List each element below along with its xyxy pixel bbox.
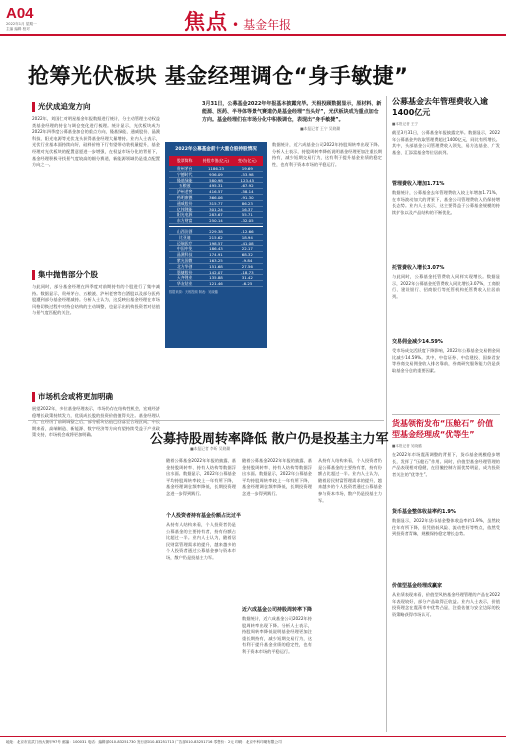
footer: 地址：北京市宣武门西大街甲97号 邮编：100031 电话：编辑部010-83251730 发行部010-83251713 广告部010-83251716 零售价：2元 印刷：北京中科印刷有限公司: [0, 736, 506, 750]
right-byline-2: ■本报记者 吴晓璐: [392, 444, 422, 448]
table-cell: 55.71: [241, 212, 253, 218]
table-cell: 68.32: [241, 252, 253, 258]
table-cell: 比亚迪: [178, 234, 191, 240]
left-text-2: 与此同时，部分基金经理在四季度对前期持有的个股进行了集中减持。数据显示，贵州茅台、五粮液、泸州老窖等白酒股以及部分医药股遭到部分基金经理减持。分析人士认为，这反映出基金经理在市场风格切换过程中对持仓结构的主动调整，也显示出机构投资者对估值与景气度匹配的关注。: [32, 284, 160, 316]
table-cell: 121.46: [209, 281, 223, 287]
table-cell: 123.45: [240, 177, 255, 183]
table-cell: 阳光电源: [176, 212, 193, 218]
table-cell: 229.38: [209, 228, 223, 234]
main-headline: 抢筹光伏板块 基金经理调仓“身手敏捷”: [28, 64, 409, 88]
table-cell: 华友钴业: [176, 281, 193, 287]
table-body-2: [165, 229, 267, 287]
section-divider: [28, 420, 384, 421]
section-name: 焦点: [184, 10, 228, 34]
right-text-1: 截至3月31日，公募基金年报披露完毕。数据显示，2022年公募基金共收取管理费超过1400亿元，同比有所增长。其中，头部基金公司管理费收入领先，易方达基金、广发基金、汇添富基金等位居前列。: [392, 130, 500, 155]
table-cell: 宁德时代: [176, 171, 193, 177]
table-cell: 天齐锂业: [176, 275, 193, 281]
center-text: 数据统计，近六成基金公司2022年持股周转率出现下降。分析人士表示，持股周转率降低说明基金经理更加注重长期持有，减少短期交易行为，这有利于提升基金业绩的稳定性，也有利于资本市场的平稳运行。: [272, 142, 382, 167]
table-cell: -12.66: [241, 228, 254, 234]
table-cell: 250.14: [209, 218, 223, 224]
masthead-meta: [6, 22, 37, 32]
table-cell: 16.37: [241, 206, 253, 212]
table-row: [169, 281, 263, 287]
table-cell: 五粮液: [178, 183, 191, 189]
lede-byline: ■本报记者 王宁 吴晓璐: [300, 126, 341, 131]
table-cell: 198.57: [209, 240, 223, 246]
left-subhead-1: 光伏成追宠方向: [32, 102, 91, 112]
table-cell: 31.42: [241, 275, 253, 281]
meta-line-date: 2022年1月 星期一: [6, 22, 37, 26]
table-title: 2022年公募基金前十大重仓股持股情况: [175, 147, 257, 152]
table-cell: 301.24: [209, 206, 223, 212]
right-text-5: 在2022年市场震荡调整的背景下，货币基金规模稳步增长，发挥了“压舱石”作用。同时，价值型基金经理管理的产品表现相对稳健，在回撤控制方面优势明显，成为投资者关注的“优等生”。: [392, 452, 500, 477]
table-cell: 151.68: [209, 263, 223, 269]
table-cell: -32.05: [241, 218, 254, 224]
table-cell: 86.23: [241, 200, 253, 206]
meta-line-editors: 主编 编辑 校对: [6, 27, 30, 31]
section-subtitle: 基金年报: [243, 18, 292, 32]
right-subhead-2: 托管费收入增长3.07%: [392, 265, 445, 271]
right-text-3: 与此同时，公募基金托管费收入同样实现增长。数据显示，2022年公募基金托管费收入同比增长3.07%，工商银行、建设银行、招商银行等托管机构托管费收入位居前列。: [392, 274, 500, 299]
table-cell: -67.92: [241, 183, 254, 189]
left-text-1: 2022年，刘国仁对明星基金年报数据进行统计，分主动管理主动权益类基金经理的持仓与调仓变化进行梳理。统计显示，光伏板块成为2022年四季度公募基金加仓的重点方向，隆基绿能、通威股份、晶澳科技、阳光电源等光伏龙头获得基金经理大量增持。业内人士表示，光伏行业基本面持续向好，硅料价格下行有望带动装机量提升，基金经理对光伏板块的配置意愿进一步增强，在权益市场分化的背景下，基金经理积极寻找景气度较高的细分赛道，新能源领域仍是重点配置方向之一。: [32, 116, 160, 168]
table-header-cell: 变动(亿元): [238, 158, 257, 163]
table-cell: 恩捷股份: [176, 269, 193, 275]
section-dot-icon: •: [232, 18, 240, 32]
middle-subhead-2: 近六成基金公司持股周转率下降: [242, 607, 313, 613]
right-subhead-3: 交易佣金减少14.59%: [392, 339, 443, 345]
right-text-2: 数据统计，公募基金去年管理费收入较上年增加1.71%，在市场波动加大的背景下，基金公司管理费收入仍保持增长态势。业内人士表示，这主要得益于公募基金规模的持续扩张以及产品结构的不断优化。: [392, 190, 500, 215]
table-cell: 366.06: [209, 194, 223, 200]
right-headline-2: 货基领衔发布“压舱石” 价值型基金经理成“优等生”: [392, 419, 494, 439]
right-text-6: 数据显示，2022年货币基金整体收益率约1.9%，虽然较往年有所下降，但凭借低风险、流动性好等特点，依然受到投资者青睐，规模保持稳定增长态势。: [392, 518, 500, 537]
table-cell: 186.43: [209, 246, 223, 252]
table-cell: 通威股份: [176, 200, 193, 206]
table-cell: 迈瑞医疗: [176, 240, 193, 246]
table-cell: 亿纬锂能: [176, 206, 193, 212]
table-header: [169, 156, 263, 166]
middle-text-5: 从持有人结构来看，个人投资者仍是公募基金的主要持有者，持有份额占比超过一半。业内人士认为，随着居民财富管理需求的提升，越来越多的个人投资者通过公募基金参与资本市场，散户仍是投基主力军。: [318, 458, 382, 503]
table-body-1: [165, 166, 267, 224]
middle-headline: 公募持股周转率降低 散户仍是投基主力军: [150, 432, 389, 447]
middle-byline: ■本报记者 李昕 吴晓璐: [190, 446, 231, 451]
table-cell: 135.88: [209, 275, 223, 281]
middle-subhead-1: 个人投资者持有基金份额占比过半: [166, 513, 242, 519]
table-cell: 隆基绿能: [176, 177, 193, 183]
table-header-cell: 持股市值(亿元): [202, 158, 230, 163]
table-cell: 紫光国微: [176, 257, 193, 263]
right-text-7: 从业绩表现来看，价值型风格基金经理管理的产品在2022年表现较好，部分产品取得正收益。业内人士表示，价值投资理念在震荡市中优势凸显，注重估值与安全边际的投资策略获得市场认可。: [392, 592, 500, 617]
middle-text-2: 从持有人结构来看，个人投资者仍是公募基金的主要持有者，持有份额占比超过一半。业内人士认为，随着居民财富管理需求的提升，越来越多的个人投资者通过公募基金参与资本市场，散户仍是投基主力军。: [166, 522, 236, 560]
table-cell: 580.98: [209, 177, 223, 183]
table-cell: 174.91: [209, 252, 223, 258]
table-cell: -58.14: [241, 189, 254, 195]
table-cell: 163.25: [209, 257, 223, 263]
table-cell: 283.67: [209, 212, 223, 218]
left-subhead-3: 市场机会或将更加明确: [32, 392, 113, 402]
right-byline-1: ■本报记者 王宁: [392, 122, 419, 126]
masthead: [0, 0, 506, 34]
table-cell: -18.73: [241, 269, 254, 275]
table-cell: -41.08: [241, 240, 254, 246]
right-subhead-5: 价值型基金经理成赢家: [392, 583, 443, 589]
table-row: [169, 218, 263, 224]
table-cell: 贵州茅台: [176, 166, 193, 171]
table-cell: 晶澳科技: [176, 252, 193, 258]
table-header-cell: 股票简称: [176, 158, 193, 163]
table-cell: 山西汾酒: [176, 228, 193, 234]
column-divider: [386, 96, 387, 732]
right-headline-1: 公募基金去年管理费收入逾1400亿元: [392, 97, 488, 117]
holdings-table: [165, 142, 267, 348]
right-subhead-4: 货币基金整体收益率约1.9%: [392, 509, 456, 515]
header-divider: [0, 34, 506, 36]
table-cell: -9.84: [242, 257, 253, 263]
middle-text-4: 数据统计，近六成基金公司2022年持股周转率出现下降。分析人士表示，持股周转率降低说明基金经理更加注重长期持有，减少短期交易行为，这有利于提升基金业绩的稳定性，也有利于资本市场的平稳运行。: [242, 616, 312, 654]
table-cell: -91.30: [241, 194, 254, 200]
table-cell: 1186.23: [207, 166, 225, 171]
table-cell: 27.56: [241, 263, 253, 269]
table-cell: 东方财富: [176, 218, 193, 224]
table-cell: 936.09: [209, 171, 223, 177]
table-cell: 215.62: [209, 234, 223, 240]
middle-text-1: 随着公募基金2022年年报的披露，基金持股周转率、持有人结构等数据浮出水面。数据显示，2022年公募基金平均持股周转率较上一年有所下降，基金经理调仓频率降低，长期投资理念进一步得到践行。: [166, 458, 236, 496]
table-cell: 18.94: [241, 234, 253, 240]
left-text-3: 展望2022年，多位基金经理表示，市场仍存在结构性机会，宏观经济稳增长政策持续发力，优质成长股的投资价值值得关注。基金经理认为，在经历了前期调整之后，部分板块估值已回落至合理区间，中长期来看，高端制造、新能源、数字经济等方向有望持续受益于产业政策支持，市场机会或将更加明确。: [32, 406, 160, 438]
table-cell: 中国中免: [176, 246, 193, 252]
right-subhead-1: 管理费收入增加1.71%: [392, 181, 445, 187]
table-cell: 495.31: [209, 183, 223, 189]
lede-paragraph: 3月31日，公募基金2022年年报基本披露完毕。天相投顾数据显示，原材料、新能源、医药、半导体等景气赛道仍是基金经理“当头好”，光伏板块成为重点加仓方向。基金经理们在市场分化中积极调仓，表现出“身手敏捷”。: [202, 101, 382, 123]
table-cell: 药明康德: [176, 194, 193, 200]
table-cell: 19.69: [241, 166, 253, 171]
table-separator: [169, 226, 263, 227]
section-title: [184, 6, 291, 36]
right-divider: [392, 414, 500, 415]
table-cell: 泸州老窖: [176, 189, 193, 195]
table-cell: 416.57: [209, 189, 223, 195]
table-cell: 142.07: [209, 269, 223, 275]
table-cell: 北方华创: [176, 263, 193, 269]
left-subhead-2: 集中抛售部分个股: [32, 270, 98, 280]
page-number: A04: [6, 5, 34, 22]
table-cell: 315.77: [209, 200, 223, 206]
middle-text-3: 随着公募基金2022年年报的披露，基金持股周转率、持有人结构等数据浮出水面。数据显示，2022年公募基金平均持股周转率较上一年有所下降，基金经理调仓频率降低，长期投资理念进一步得到践行。: [242, 458, 312, 496]
table-cell: 22.17: [241, 246, 253, 252]
right-text-4: 受市场成交活跃度下降影响，2022年公募基金交易佣金同比减少14.59%。其中，中信证券、中信建投、国泰君安等券商交易佣金收入排名靠前，券商研究服务能力仍是获取基金分仓的重要因素。: [392, 348, 500, 373]
table-cell: -53.98: [241, 171, 254, 177]
table-cell: -6.25: [242, 281, 253, 287]
table-source: 数据来源：天相投顾 制表：吴晓璐: [169, 289, 218, 294]
